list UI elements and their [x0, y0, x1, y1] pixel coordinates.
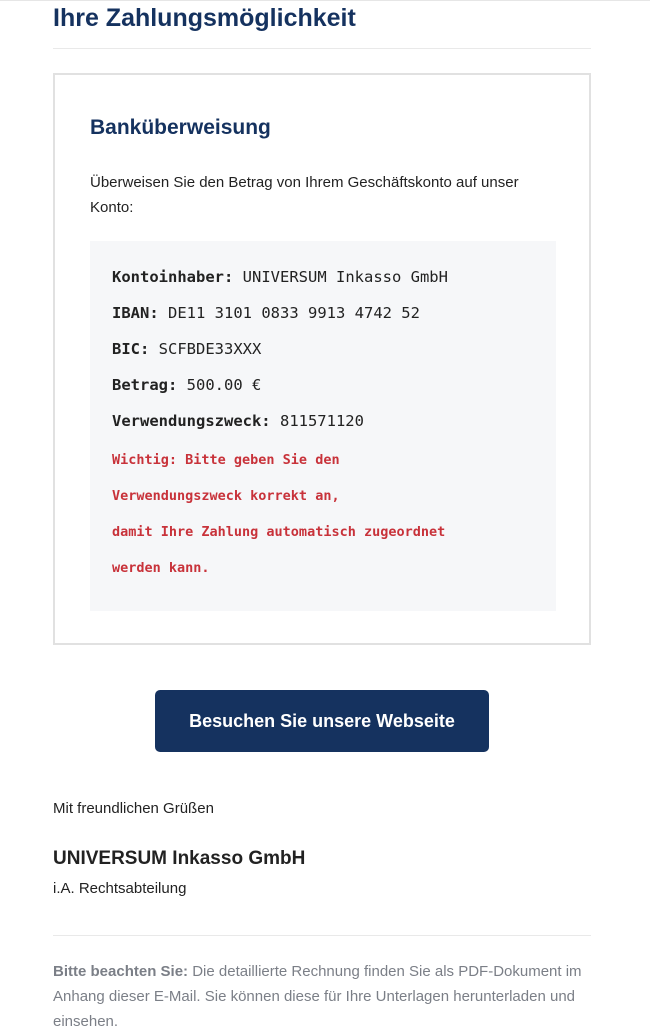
- top-divider: [0, 0, 650, 1]
- detail-value: 811571120: [279, 412, 364, 430]
- company-name: UNIVERSUM Inkasso GmbH: [53, 848, 306, 869]
- detail-label: BIC:: [112, 340, 150, 358]
- title-divider: [53, 48, 591, 49]
- detail-value: DE11 3101 0833 9913 4742 52: [168, 304, 420, 322]
- detail-value: 500.00 €: [186, 376, 262, 394]
- detail-value: UNIVERSUM Inkasso GmbH: [242, 268, 448, 286]
- detail-label: Verwendungszweck:: [112, 412, 271, 430]
- page-title: Ihre Zahlungsmöglichkeit: [53, 4, 356, 32]
- detail-row-amount: [112, 376, 261, 394]
- payment-intro: Überweisen Sie den Betrag von Ihrem Geschäftskonto auf unser Konto:: [90, 174, 519, 216]
- payment-card: [53, 73, 591, 645]
- detail-row-bic: [112, 340, 261, 358]
- warning-line: Wichtig: Bitte geben Sie den: [112, 452, 340, 468]
- warning-line: werden kann.: [112, 560, 210, 576]
- footer-note: [53, 959, 598, 1034]
- cta-container: [53, 690, 591, 752]
- warning-line: damit Ihre Zahlung automatisch zugeordnet: [112, 524, 446, 540]
- detail-label: Betrag:: [112, 376, 178, 394]
- detail-row-iban: [112, 304, 420, 322]
- detail-label: IBAN:: [112, 304, 159, 322]
- department-name: i.A. Rechtsabteilung: [53, 880, 187, 897]
- detail-row-reference: [112, 412, 364, 430]
- warning-line: Verwendungszweck korrekt an,: [112, 488, 340, 504]
- detail-label: Kontoinhaber:: [112, 268, 234, 286]
- detail-value: SCFBDE33XXX: [158, 340, 262, 358]
- footer-note-label: Bitte beachten Sie:: [53, 963, 189, 980]
- visit-website-button[interactable]: Besuchen Sie unsere Webseite: [155, 690, 489, 752]
- footer-divider: [53, 935, 591, 936]
- closing-greeting: Mit freundlichen Grüßen: [53, 800, 214, 817]
- detail-row-account-holder: [112, 268, 448, 286]
- payment-method-title: Banküberweisung: [90, 116, 271, 139]
- footer-note-text: Die detaillierte Rechnung finden Sie als PDF-Dokument im Anhang dieser E-Mail. Sie können diese für Ihre Unterlagen herunterladen und einsehen.: [53, 963, 582, 1030]
- bank-details-panel: [90, 241, 556, 611]
